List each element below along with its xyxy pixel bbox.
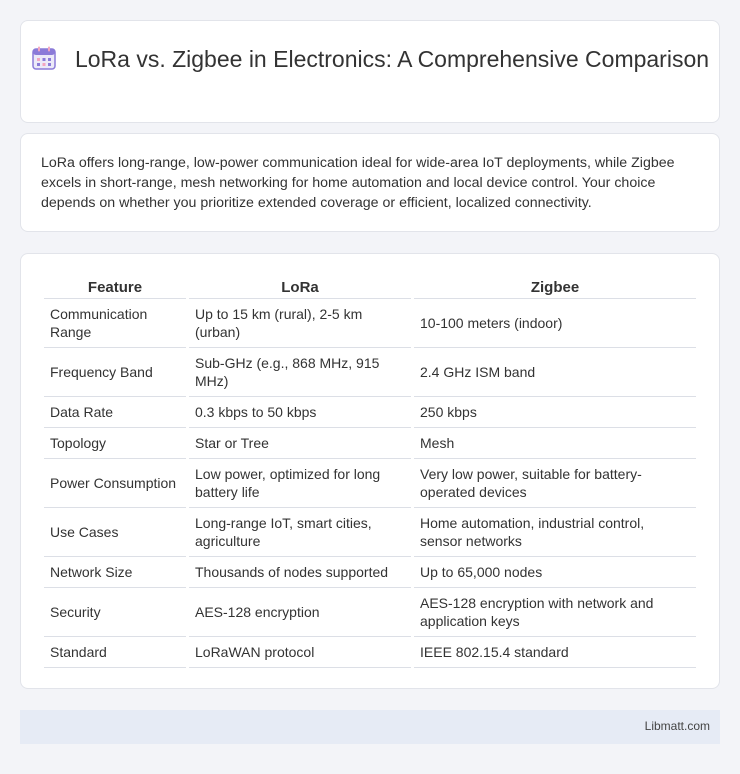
table-cell-feature: Frequency Band	[44, 348, 186, 397]
table-cell-lora: Long-range IoT, smart cities, agriculture	[189, 508, 411, 557]
calendar-icon	[31, 45, 57, 71]
footer-bar	[20, 710, 720, 744]
table-row	[44, 348, 696, 397]
footer-brand-link[interactable]: Libmatt.com	[644, 719, 710, 733]
table-cell-feature: Standard	[44, 637, 186, 668]
table-cell-feature: Data Rate	[44, 397, 186, 428]
table-cell-zigbee: 2.4 GHz ISM band	[414, 348, 696, 397]
table-cell-feature: Topology	[44, 428, 186, 459]
comparison-table	[41, 277, 699, 668]
table-row	[44, 299, 696, 348]
table-cell-zigbee: 250 kbps	[414, 397, 696, 428]
table-cell-lora: Thousands of nodes supported	[189, 557, 411, 588]
comparison-table-card	[20, 253, 720, 689]
table-cell-feature: Security	[44, 588, 186, 637]
table-cell-zigbee: Home automation, industrial control, sensor networks	[414, 508, 696, 557]
header-lora: LoRa	[189, 277, 411, 299]
table-cell-zigbee: Very low power, suitable for battery-operated devices	[414, 459, 696, 508]
table-cell-zigbee: Up to 65,000 nodes	[414, 557, 696, 588]
summary-text: LoRa offers long-range, low-power communication ideal for wide-area IoT deployments, while Zigbee excels in short-range, mesh networking for home automation and local device control. Your choice depends on whether you prioritize extended coverage or efficient, localized connectivity.	[41, 155, 675, 211]
table-cell-zigbee: AES-128 encryption with network and application keys	[414, 588, 696, 637]
table-cell-lora: Up to 15 km (rural), 2-5 km (urban)	[189, 299, 411, 348]
table-cell-feature: Use Cases	[44, 508, 186, 557]
table-row	[44, 637, 696, 668]
table-cell-lora: Low power, optimized for long battery life	[189, 459, 411, 508]
table-row	[44, 508, 696, 557]
table-row	[44, 557, 696, 588]
table-cell-lora: 0.3 kbps to 50 kbps	[189, 397, 411, 428]
table-cell-feature: Power Consumption	[44, 459, 186, 508]
table-cell-lora: Star or Tree	[189, 428, 411, 459]
table-cell-lora: Sub-GHz (e.g., 868 MHz, 915 MHz)	[189, 348, 411, 397]
table-cell-zigbee: IEEE 802.15.4 standard	[414, 637, 696, 668]
table-header-row	[44, 277, 696, 299]
table-row	[44, 397, 696, 428]
table-cell-lora: LoRaWAN protocol	[189, 637, 411, 668]
page-title-wrap	[21, 45, 719, 74]
table-row	[44, 588, 696, 637]
page-title: LoRa vs. Zigbee in Electronics: A Comprehensive Comparison	[74, 46, 710, 72]
table-cell-feature: Network Size	[44, 557, 186, 588]
title-card	[20, 20, 720, 123]
header-zigbee: Zigbee	[414, 277, 696, 299]
table-cell-zigbee: 10-100 meters (indoor)	[414, 299, 696, 348]
table-cell-lora: AES-128 encryption	[189, 588, 411, 637]
header-feature: Feature	[44, 277, 186, 299]
summary-card	[20, 133, 720, 232]
table-cell-zigbee: Mesh	[414, 428, 696, 459]
table-row	[44, 459, 696, 508]
table-cell-feature: Communication Range	[44, 299, 186, 348]
table-row	[44, 428, 696, 459]
